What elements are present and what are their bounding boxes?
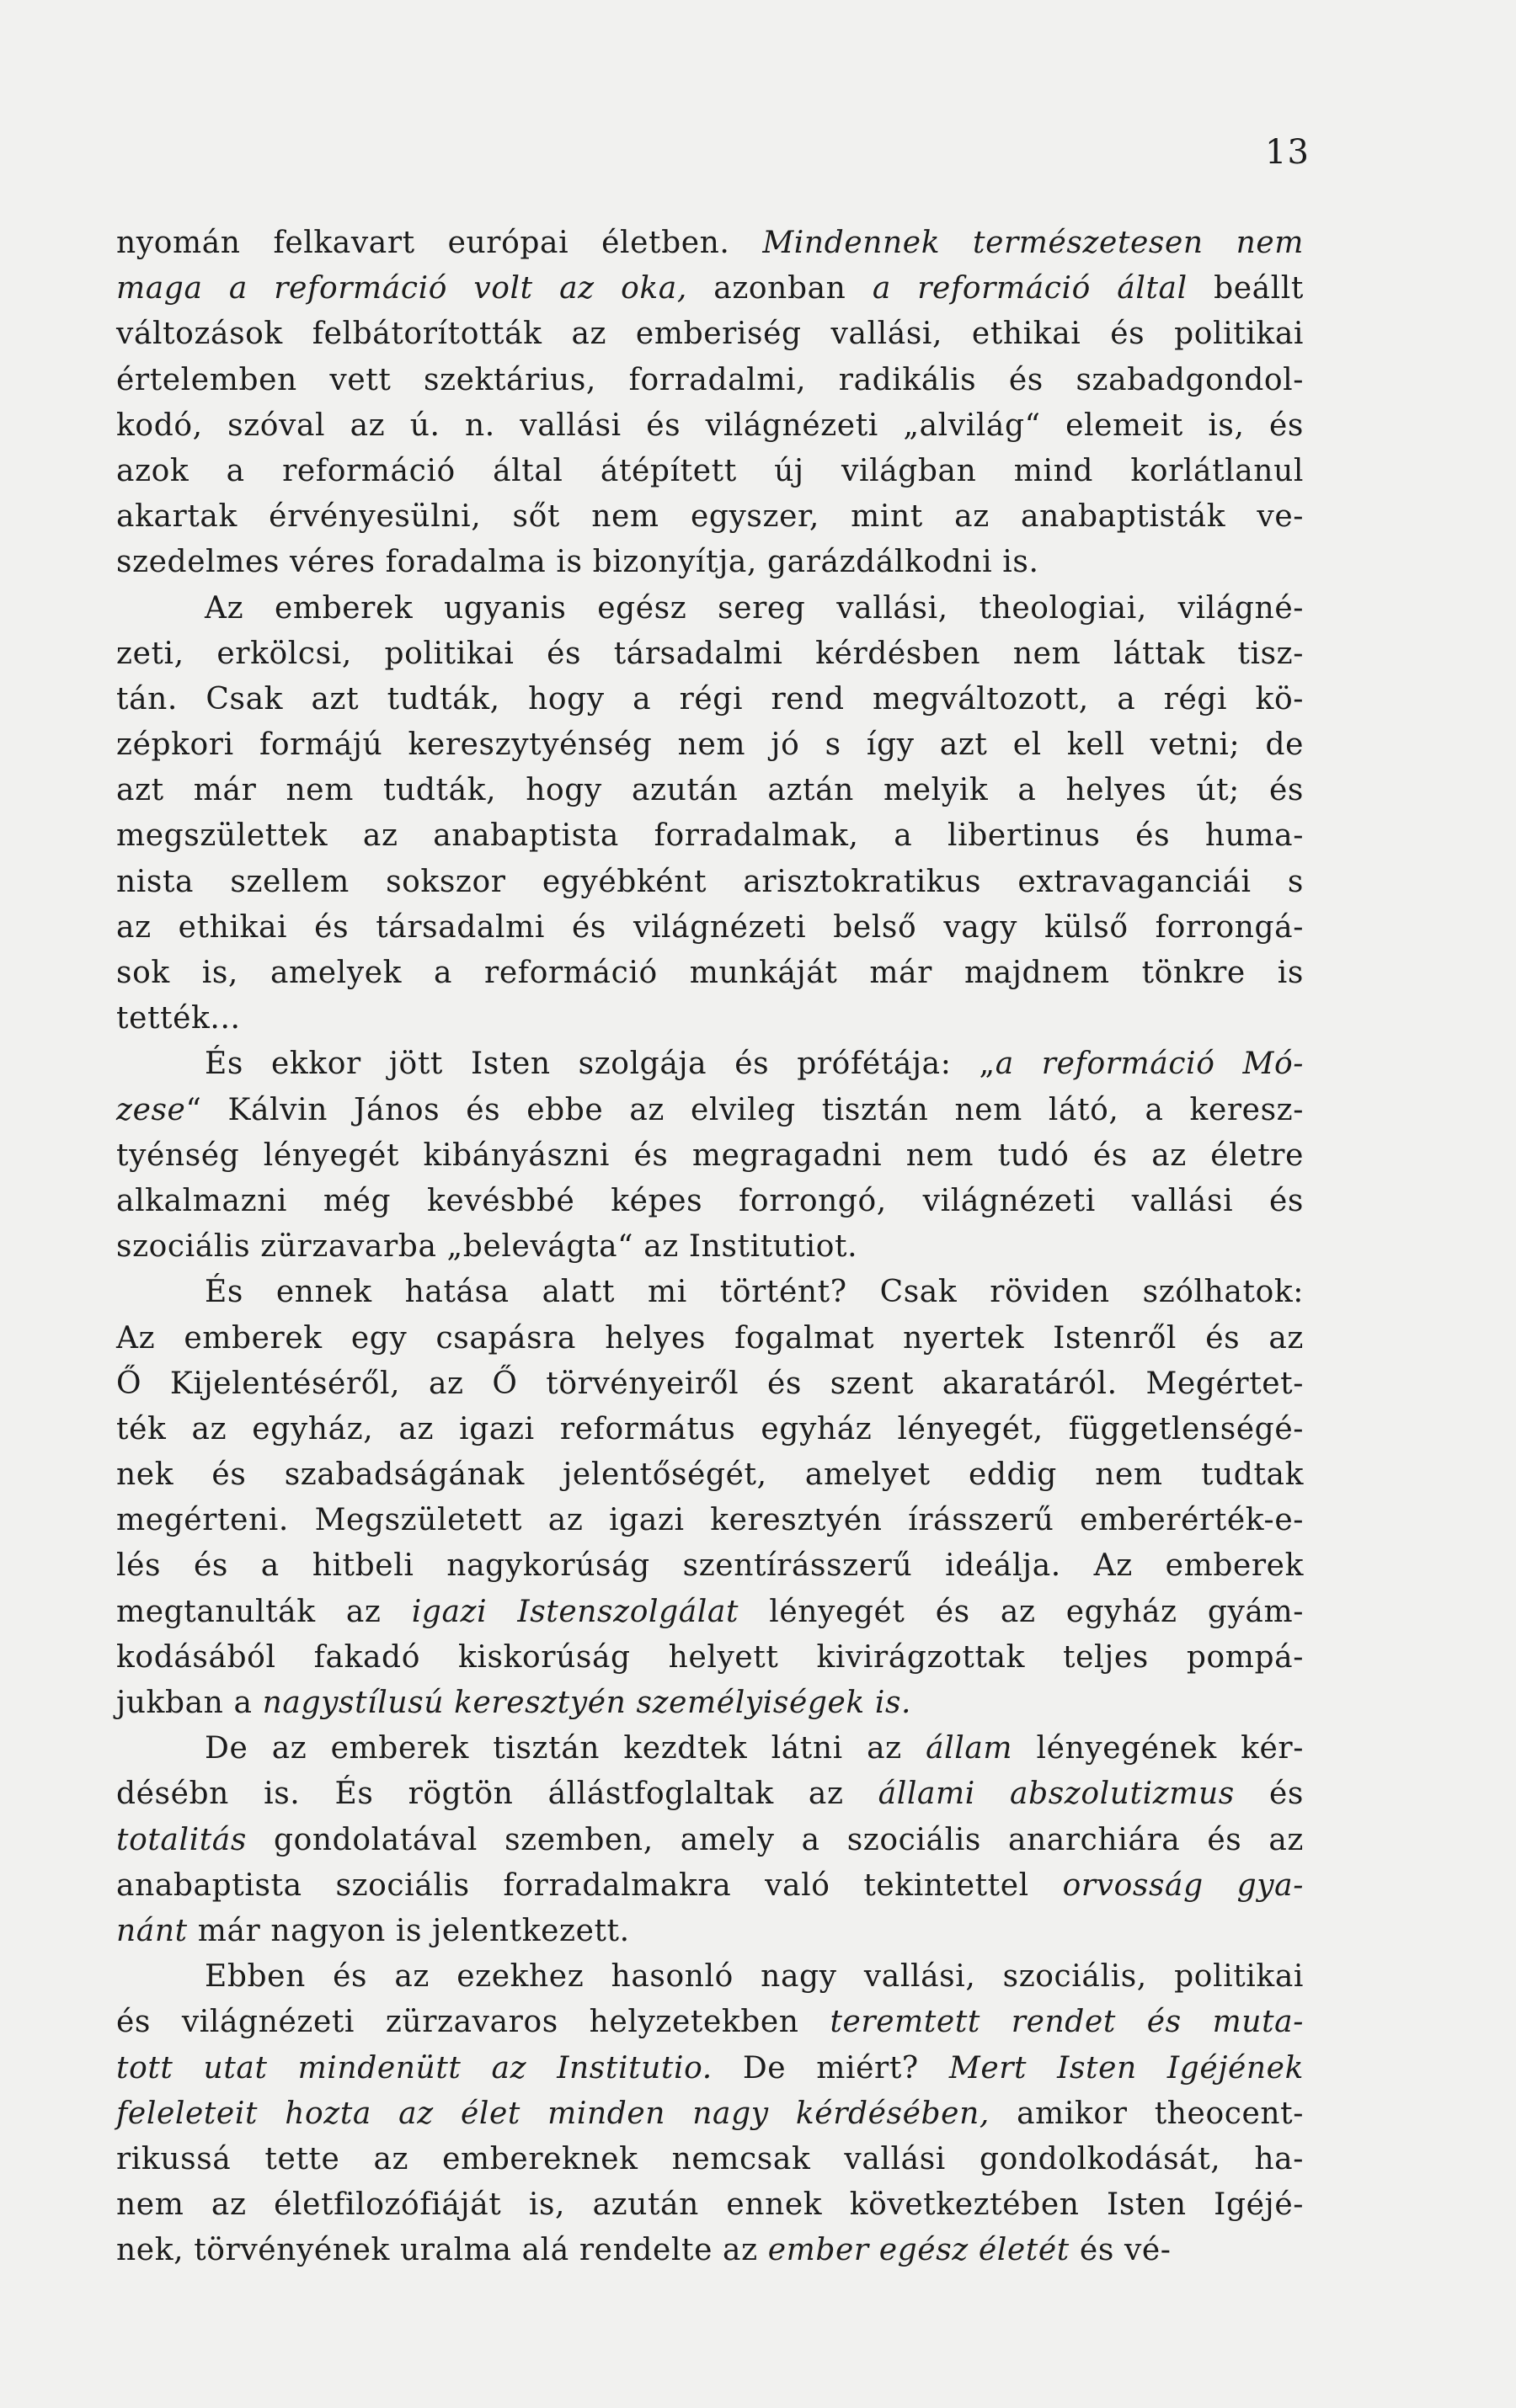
text-run: megérteni. Megszületett az igazi keresztyén írásszerű emberérték-e-: [116, 1503, 1304, 1538]
italic-text: nánt: [116, 1913, 188, 1948]
text-run: nek, törvényének uralma alá rendelte az: [116, 2233, 768, 2268]
text-line: [116, 1909, 1304, 1954]
text-line: [116, 2000, 1304, 2045]
text-run: akartak érvényesülni, sőt nem egyszer, mint az anabaptisták ve-: [116, 499, 1304, 535]
text-line: [116, 221, 1304, 266]
text-run: azt már nem tudták, hogy azután aztán melyik a helyes út; és: [116, 773, 1304, 808]
text-line: [116, 1361, 1304, 1407]
text-line: [116, 358, 1304, 403]
italic-text: orvosság gya-: [1062, 1867, 1304, 1903]
text-line: [116, 631, 1304, 677]
italic-text: állam: [926, 1731, 1013, 1766]
text-line: [116, 677, 1304, 722]
text-line: [116, 951, 1304, 996]
italic-text: maga a reformáció volt az oka,: [116, 271, 687, 306]
text-run: Ebben és az ezekhez hasonló nagy vallási, szociális, politikai: [205, 1959, 1304, 1995]
text-run: zeti, erkölcsi, politikai és társadalmi kérdésben nem láttak tisz-: [116, 636, 1304, 671]
body-text: [116, 221, 1304, 2273]
text-line: [116, 540, 1304, 585]
text-run: változások felbátorították az emberiség vallási, ethikai és politikai: [116, 317, 1304, 352]
text-run: jukban a: [116, 1686, 263, 1720]
text-line: [116, 494, 1304, 540]
text-run: anabaptista szociális forradalmakra való tekintettel: [116, 1867, 1063, 1903]
italic-text: állami abszolutizmus: [878, 1777, 1235, 1812]
text-run: tán. Csak azt tudták, hogy a régi rend megváltozott, a régi kö-: [116, 681, 1304, 717]
italic-text: teremtett rendet és muta-: [830, 2005, 1304, 2040]
italic-text: nagystílusú keresztyén személyiségek is.: [262, 1686, 912, 1720]
text-run: és világnézeti zürzavaros helyzetekben: [116, 2005, 830, 2040]
text-line: [116, 403, 1304, 449]
text-line: [116, 1270, 1304, 1315]
text-run: már nagyon is jelentkezett.: [187, 1913, 630, 1948]
text-line: [116, 1818, 1304, 1863]
text-run: megtanulták az: [116, 1594, 412, 1629]
text-run: megszülettek az anabaptista forradalmak, a libertinus és huma-: [116, 818, 1304, 854]
text-run: És ekkor jött Isten szolgája és prófétája: „: [205, 1047, 996, 1082]
text-line: [116, 860, 1304, 905]
text-run: tyénség lényegét kibányászni és megragadni nem tudó és az életre: [116, 1137, 1304, 1173]
text-line: [116, 722, 1304, 768]
text-line: [116, 1133, 1304, 1179]
text-run: azonban: [686, 271, 873, 306]
text-run: értelemben vett szektárius, forradalmi, radikális és szabadgondol-: [116, 362, 1304, 397]
text-line: [116, 1316, 1304, 1361]
text-run: szociális zürzavarba „belevágta“ az Institutiot.: [116, 1229, 858, 1265]
text-line: [116, 813, 1304, 859]
text-run: rikussá tette az embereknek nemcsak vallási gondolkodását, ha-: [116, 2141, 1304, 2176]
text-line: [116, 1543, 1304, 1589]
text-run: Ő Kijelentéséről, az Ő törvényeiről és szent akaratáról. Megértet-: [116, 1366, 1304, 1401]
text-line: [116, 1681, 1304, 1726]
text-line: [116, 1407, 1304, 1452]
text-line: [116, 1590, 1304, 1635]
text-line: [116, 2182, 1304, 2228]
text-run: ték az egyház, az igazi református egyház lényegét, függetlenségé-: [116, 1411, 1304, 1446]
text-run: alkalmazni még kevésbbé képes forrongó, világnézeti vallási és: [116, 1183, 1304, 1218]
text-run: “ Kálvin János és ebbe az elvileg tisztán nem látó, a keresz-: [185, 1092, 1304, 1127]
text-line: [116, 1771, 1304, 1817]
italic-text: zese: [116, 1092, 186, 1127]
text-run: az ethikai és társadalmi és világnézeti belső vagy külső forrongá-: [116, 909, 1304, 945]
text-run: gondolatával szemben, amely a szociális anarchiára és az: [246, 1822, 1304, 1857]
italic-text: Mert Isten Igéjének: [948, 2050, 1305, 2086]
text-line: [116, 2046, 1304, 2091]
italic-text: tott utat mindenütt az Institutio.: [116, 2050, 713, 2086]
italic-text: igazi Istenszolgálat: [411, 1594, 739, 1629]
text-line: [116, 905, 1304, 951]
text-run: De miért?: [712, 2050, 949, 2086]
text-run: és vé-: [1069, 2233, 1172, 2268]
text-line: [116, 2137, 1304, 2182]
italic-text: a reformáció Mó-: [995, 1047, 1304, 1082]
text-line: [116, 312, 1304, 357]
text-run: kodó, szóval az ú. n. vallási és világnézeti „alvilág“ elemeit is, és: [116, 408, 1304, 443]
text-line: [116, 586, 1304, 631]
text-run: és: [1234, 1777, 1304, 1812]
text-line: [116, 2091, 1304, 2137]
text-line: [116, 1726, 1304, 1771]
text-run: És ennek hatása alatt mi történt? Csak röviden szólhatok:: [205, 1275, 1304, 1310]
italic-text: feleleteit hozta az élet minden nagy kérdésében,: [116, 2096, 990, 2131]
text-run: nista szellem sokszor egyébként arisztokratikus extravaganciái s: [116, 864, 1304, 899]
text-run: Az emberek egy csapásra helyes fogalmat nyertek Istenről és az: [116, 1320, 1304, 1356]
page-number: 13: [1265, 133, 1310, 172]
text-line: [116, 1954, 1304, 2000]
text-run: nek és szabadságának jelentőségét, amelyet eddig nem tudtak: [116, 1457, 1304, 1493]
text-run: De az emberek tisztán kezdtek látni az: [205, 1731, 926, 1766]
text-run: amikor theocent-: [989, 2096, 1305, 2131]
text-line: [116, 1452, 1304, 1498]
text-line: [116, 1088, 1304, 1133]
text-run: lényegének kér-: [1012, 1731, 1305, 1766]
italic-text: Mindennek természetesen nem: [762, 226, 1304, 260]
text-line: [116, 449, 1304, 494]
text-run: désébn is. És rögtön állástfoglaltak az: [116, 1777, 878, 1812]
text-run: Az emberek ugyanis egész sereg vallási, theologiai, világné-: [205, 590, 1304, 626]
text-run: lés és a hitbeli nagykorúság szentírásszerű ideálja. Az emberek: [116, 1548, 1304, 1584]
italic-text: ember egész életét: [767, 2233, 1070, 2268]
text-run: nyomán felkavart európai életben.: [116, 226, 763, 260]
text-line: [116, 1635, 1304, 1681]
italic-text: totalitás: [116, 1822, 247, 1857]
text-run: lényegét és az egyház gyám-: [739, 1594, 1304, 1629]
text-run: szedelmes véres foradalma is bizonyítja, garázdálkodni is.: [116, 545, 1039, 580]
text-run: beállt: [1187, 271, 1304, 306]
text-line: [116, 2228, 1304, 2273]
text-line: [116, 1863, 1304, 1909]
text-run: kodásából fakadó kiskorúság helyett kivirágzottak teljes pompá-: [116, 1639, 1304, 1675]
text-line: [116, 266, 1304, 312]
italic-text: a reformáció által: [872, 271, 1188, 306]
text-line: [116, 768, 1304, 813]
text-run: zépkori formájú kereszytyénség nem jó s így azt el kell vetni; de: [116, 727, 1304, 763]
text-line: [116, 996, 1304, 1042]
text-run: sok is, amelyek a reformáció munkáját már majdnem tönkre is: [116, 956, 1304, 990]
text-line: [116, 1224, 1304, 1270]
text-run: azok a reformáció által átépített új világban mind korlátlanul: [116, 453, 1304, 488]
text-line: [116, 1042, 1304, 1087]
text-line: [116, 1179, 1304, 1224]
text-run: nem az életfilozófiáját is, azután ennek következtében Isten Igéjé-: [116, 2187, 1304, 2223]
text-line: [116, 1498, 1304, 1543]
text-run: tették...: [116, 1001, 241, 1036]
